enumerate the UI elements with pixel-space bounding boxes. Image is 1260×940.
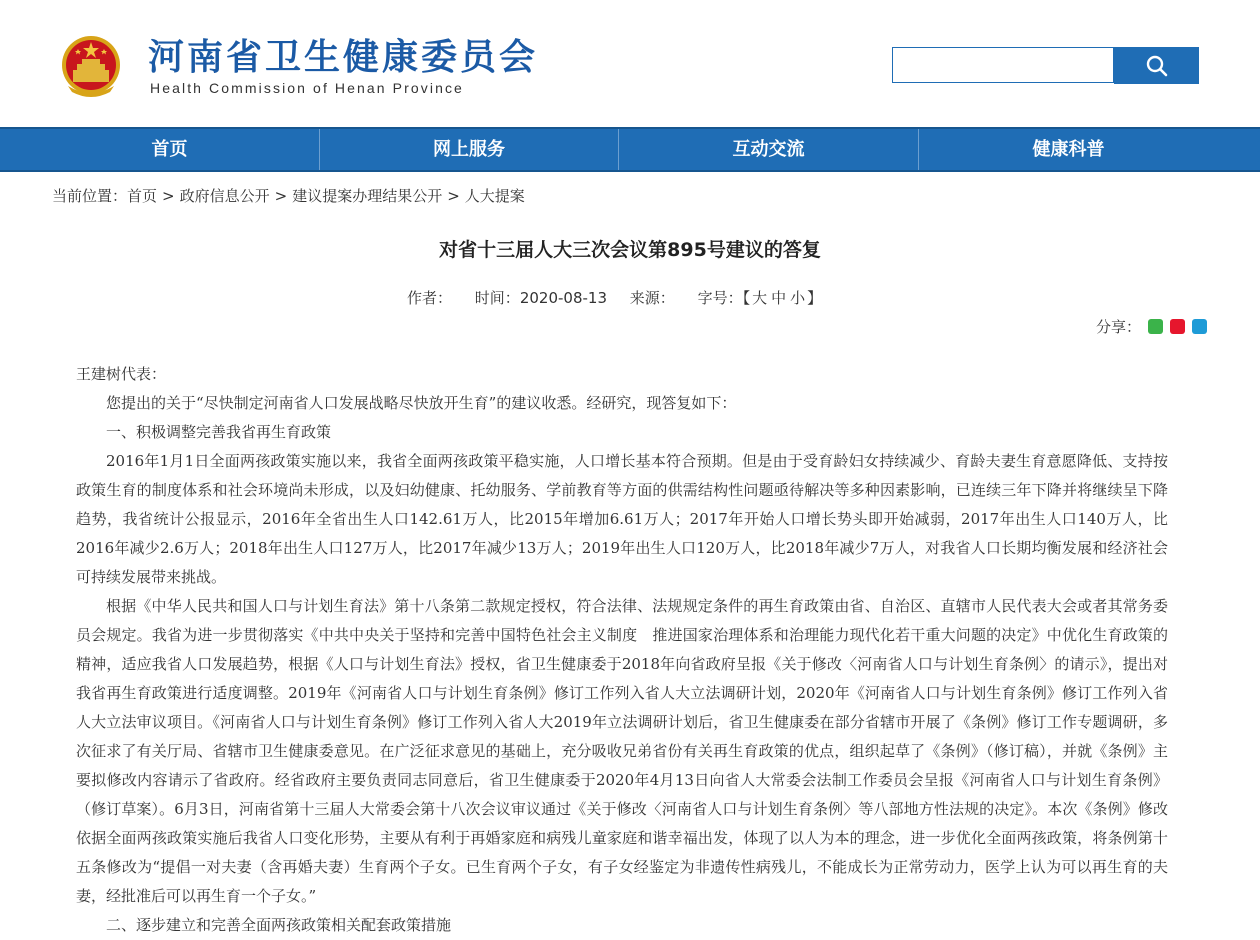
- breadcrumb-item-gov-info[interactable]: 政府信息公开: [179, 187, 270, 205]
- share-label: 分享：: [1096, 318, 1142, 336]
- main-nav: [0, 127, 1260, 172]
- body-paragraph: 您提出的关于“尽快制定河南省人口发展战略尽快放开生育”的建议收悉。经研究，现答复如下：: [106, 394, 737, 412]
- breadcrumb-item-proposal-results[interactable]: 建议提案办理结果公开: [292, 187, 443, 205]
- section-heading: 二、逐步建立和完善全面两孩政策相关配套政策措施: [106, 916, 452, 934]
- nav-item-interaction[interactable]: 互动交流: [732, 139, 805, 160]
- body-paragraph: 2016年1月1日全面两孩政策实施以来，我省全面两孩政策平稳实施，人口增长基本符合预期。但是由于受育龄妇女持续减少、育龄夫妻生育意愿降低、支持按政策生育的制度体系和社会环境尚未形成，以及妇幼健康、托幼服务、学前教育等方面的供需结构性问题亟待解决等多种因素影响，已连续三年下降并将继续呈下降趋势，我省统计公报显示，2016年全省出生人口142.61万人，比2015年增加6.61万人；2017年开始人口增长势头即开始减弱，2017年出生人口140万人，比2016年减少2.6万人；2018年出生人口127万人，比2017年减少13万人；2019年出生人口120万人，比2018年减少7万人，对我省人口长期均衡发展和经济社会可持续发展带来挑战。: [76, 452, 1168, 586]
- time-value: 2020-08-13: [519, 289, 607, 307]
- site-title: 河南省卫生健康委员会: [148, 37, 539, 78]
- breadcrumb-separator: >: [162, 187, 175, 205]
- national-emblem-icon: [60, 34, 122, 98]
- qq-icon[interactable]: [1192, 319, 1207, 334]
- breadcrumb-item-npc-proposals[interactable]: 人大提案: [464, 187, 525, 205]
- font-size-selector: 字号：【 大 中 小 】: [697, 289, 823, 307]
- body-paragraph: 根据《中华人民共和国人口与计划生育法》第十八条第二款规定授权，符合法律、法规规定条件的再生育政策由省、自治区、直辖市人民代表大会或者其常务委员会规定。我省为进一步贯彻落实《中共中央关于坚持和完善中国特色社会主义制度 推进国家治理体系和治理能力现代化若干重大问题的决定》中优化生育政策的精神，适应我省人口发展趋势，根据《人口与计划生育法》授权，省卫生健康委于2018年向省政府呈报《关于修改〈河南省人口与计划生育条例〉的请示》，提出对我省再生育政策进行适度调整。2019年《河南省人口与计划生育条例》修订工作列入省人大立法调研计划，2020年《河南省人口与计划生育条例》修订工作列入省人大立法审议项目。《河南省人口与计划生育条例》修订工作列入省人大2019年立法调研计划后，省卫生健康委在部分省辖市开展了《条例》修订工作专题调研，多次征求了有关厅局、省辖市卫生健康委意见。在广泛征求意见的基础上，充分吸收兄弟省份有关再生育政策的优点，组织起草了《条例》（修订稿），并就《条例》主要拟修改内容请示了省政府。经省政府主要负责同志同意后，省卫生健康委于2020年4月13日向省人大常委会法制工作委员会呈报《河南省人口与计划生育条例》（修订草案）。6月3日，河南省第十三届人大常委会第十八次会议审议通过《关于修改〈河南省人口与计划生育条例〉等八部地方性法规的决定》。本次《条例》修改依据全面两孩政策实施后我省人口变化形势，主要从有利于再婚家庭和病残儿童家庭和谐幸福出发，体现了以人为本的理念，进一步优化全面两孩政策，将条例第十五条修改为“提倡一对夫妻（含再婚夫妻）生育两个子女。已生育两个子女，有子女经鉴定为非遗传性病残儿，不能成长为正常劳动力，医学上认为可以再生育的夫妻，经批准后可以再生育一个子女。”: [76, 597, 1168, 905]
- time-label: 时间：: [474, 289, 520, 307]
- article-body: [76, 360, 1168, 940]
- source-label: 来源：: [629, 289, 675, 307]
- font-size-large[interactable]: 大: [752, 289, 768, 307]
- section-heading: 一、积极调整完善我省再生育政策: [106, 423, 332, 441]
- article-meta: [407, 287, 822, 308]
- font-size-label: 字号：: [697, 289, 743, 307]
- site-header: [0, 0, 1260, 127]
- author-label: 作者：: [407, 289, 453, 307]
- breadcrumb: [52, 185, 525, 206]
- search-input[interactable]: [893, 48, 1113, 82]
- font-size-medium[interactable]: 中: [771, 289, 787, 307]
- breadcrumb-separator: >: [274, 187, 288, 205]
- nav-item-home[interactable]: 首页: [151, 139, 188, 160]
- search-icon: [1146, 55, 1168, 77]
- font-size-small[interactable]: 小: [790, 289, 806, 307]
- nav-item-health-education[interactable]: 健康科普: [1032, 139, 1105, 160]
- breadcrumb-prefix: 当前位置：: [52, 187, 128, 205]
- salutation: 王建树代表：: [76, 365, 167, 383]
- site-subtitle: Health Commission of Henan Province: [150, 80, 464, 96]
- wechat-icon[interactable]: [1148, 319, 1163, 334]
- share-bar: [1096, 316, 1207, 337]
- nav-item-online-services[interactable]: 网上服务: [433, 139, 505, 160]
- search-button[interactable]: [1114, 47, 1199, 84]
- search-field[interactable]: [892, 47, 1114, 83]
- article-title: 对省十三届人大三次会议第895号建议的答复: [439, 239, 821, 261]
- publish-time: [475, 289, 607, 307]
- breadcrumb-separator: >: [447, 187, 460, 205]
- weibo-icon[interactable]: [1170, 319, 1185, 334]
- breadcrumb-item-home[interactable]: 首页: [127, 187, 158, 205]
